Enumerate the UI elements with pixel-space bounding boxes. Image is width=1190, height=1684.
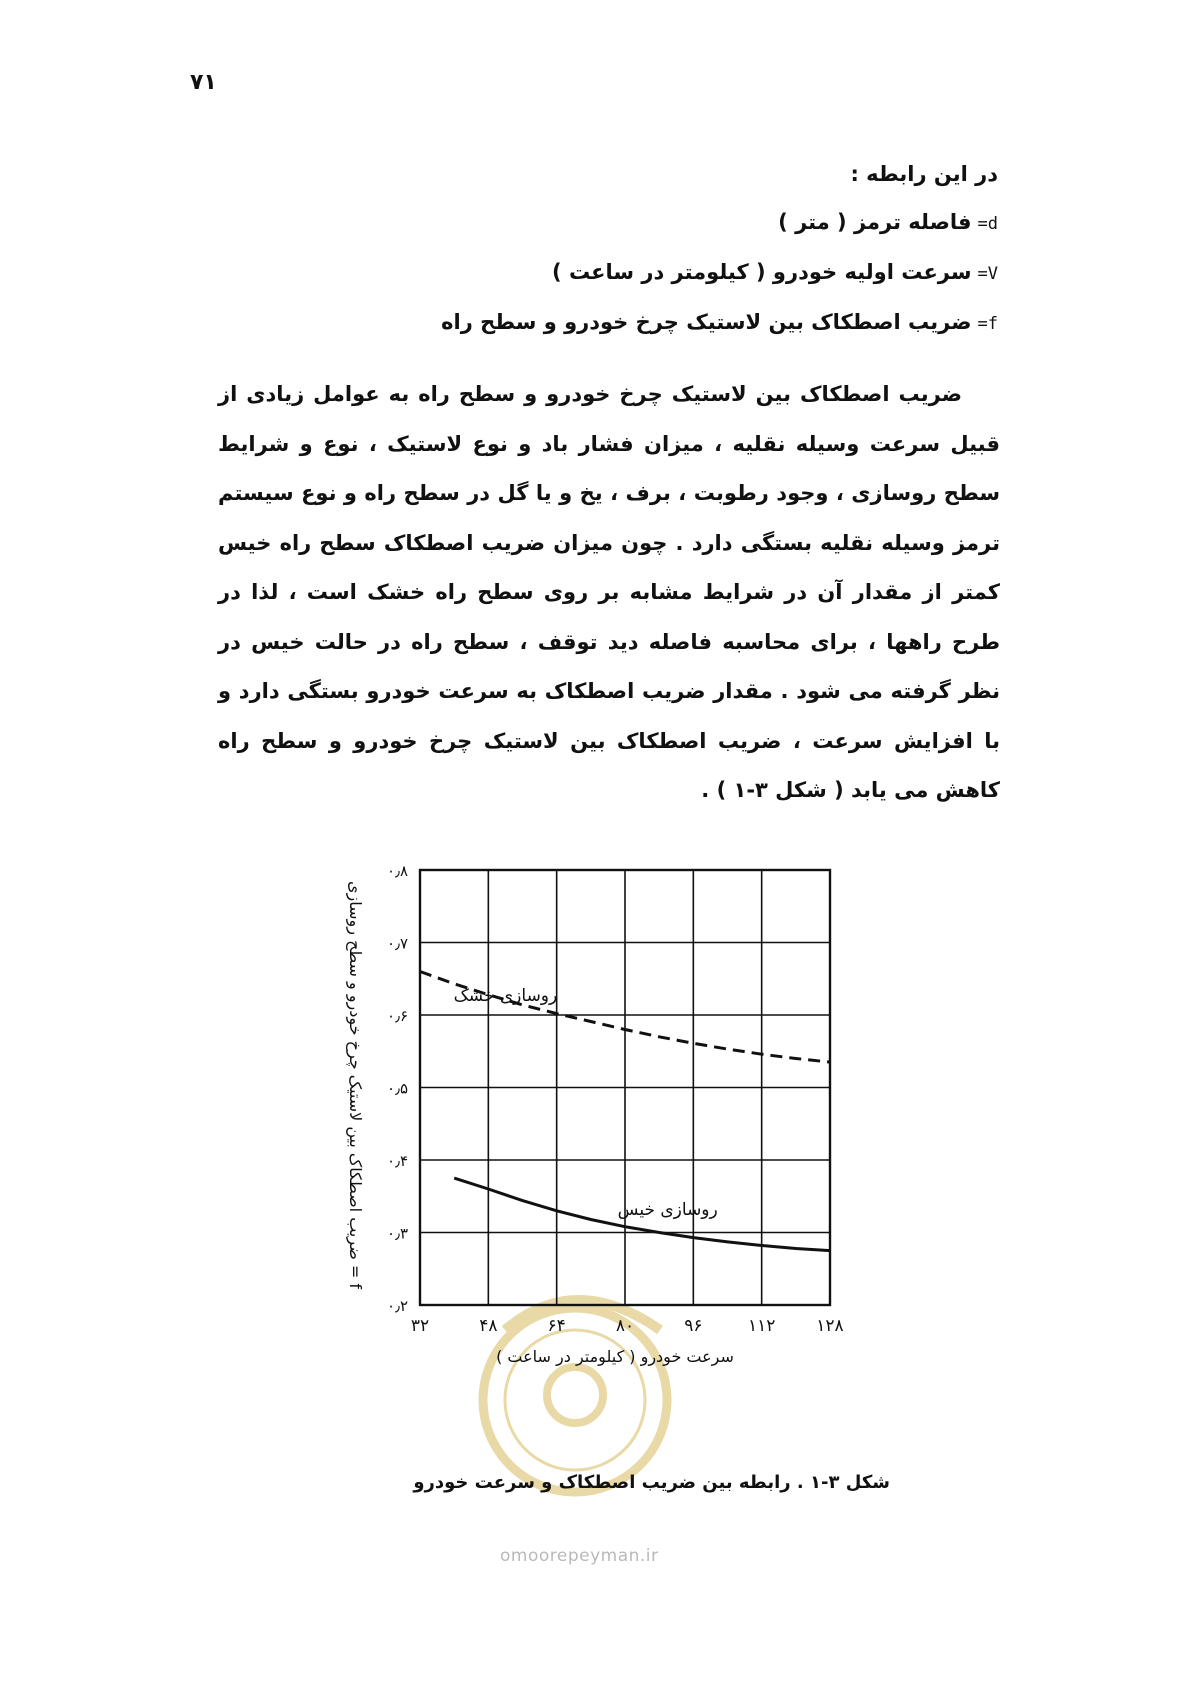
definition-v: [298, 248, 998, 298]
watermark-emblem-ring: [483, 1308, 667, 1492]
y-tick-label: ۰٫۸: [387, 862, 408, 880]
definition-f: [298, 298, 998, 348]
series-line: [454, 1178, 830, 1251]
y-tick-label: ۰٫۴: [387, 1152, 408, 1170]
page-number: ۷۱: [190, 70, 217, 95]
x-tick-label: ۳۲: [410, 1316, 430, 1336]
symbol-d: d=: [977, 214, 998, 234]
body-paragraph-text: ضریب اصطکاک بین لاستیک چرخ خودرو و سطح راه به عوامل زیادی از قبیل سرعت وسیله نقلیه ، میزان فشار باد و نوع لاستیک ، نوع و شرایط سطح روسازی ، وجود رطوبت ، برف ، یخ و یا گل در سطح راه و نوع سیستم ترمز وسیله نقلیه بستگی دارد . چون میزان ضریب اصطکاک سطح راه خیس کمتر از مقدار آن در شرایط مشابه بر روی سطح راه خشک است ، لذا در طرح راهها ، برای محاسبه فاصله دید توقف ، سطح راه در حالت خیس در نظر گرفته می شود . مقدار ضریب اصطکاک به سرعت خودرو بستگی دارد و با افزایش سرعت ، ضریب اصطکاک بین لاستیک چرخ خودرو و سطح راه کاهش می یابد ( شکل ۳-۱ ) .: [218, 382, 1000, 802]
definition-d: [298, 198, 998, 248]
body-paragraph: [218, 370, 1000, 816]
series-line: [420, 972, 830, 1063]
watermark-gear-icon: [547, 1367, 603, 1423]
definition-d-text: فاصله ترمز ( متر ): [778, 210, 972, 234]
y-tick-label: ۰٫۶: [387, 1007, 408, 1025]
watermark-arc-icon: [505, 1300, 660, 1330]
definition-v-text: سرعت اولیه خودرو ( کیلومتر در ساعت ): [552, 260, 972, 284]
symbol-v: V=: [977, 264, 998, 284]
y-tick-label: ۰٫۲: [387, 1297, 408, 1315]
figure-caption: شکل ۳-۱ . رابطه بین ضریب اصطکاک و سرعت خودرو: [413, 1472, 890, 1493]
series-label: روسازی خیس: [617, 1199, 718, 1220]
watermark-emblem-inner-ring: [505, 1330, 645, 1470]
y-tick-label: ۰٫۵: [387, 1079, 408, 1098]
series-label: روسازی خشک: [453, 986, 558, 1006]
x-tick-label: ۱۱۲: [747, 1316, 776, 1336]
y-tick-label: ۰٫۳: [387, 1224, 408, 1243]
definition-f-text: ضریب اصطکاک بین لاستیک چرخ خودرو و سطح راه: [441, 310, 972, 334]
x-tick-label: ۱۲۸: [816, 1316, 844, 1336]
watermark-text: omoorepeyman.ir: [500, 1546, 659, 1566]
plot-frame: [420, 870, 830, 1305]
x-tick-label: ۶۴: [547, 1316, 566, 1336]
symbol-f: f=: [977, 314, 998, 334]
y-tick-label: ۰٫۷: [387, 934, 408, 953]
definitions-heading: در این رابطه :: [850, 162, 998, 186]
definitions: [298, 150, 998, 348]
x-tick-label: ۸۰: [615, 1316, 635, 1336]
x-tick-label: ۹۶: [684, 1316, 703, 1336]
x-axis-label: سرعت خودرو ( کیلومتر در ساعت ): [496, 1347, 734, 1366]
x-tick-label: ۴۸: [479, 1316, 498, 1336]
y-axis-label: f = ضریب اصطکاک بین لاستیک چرخ خودرو و سطح روسازی: [346, 881, 365, 1289]
